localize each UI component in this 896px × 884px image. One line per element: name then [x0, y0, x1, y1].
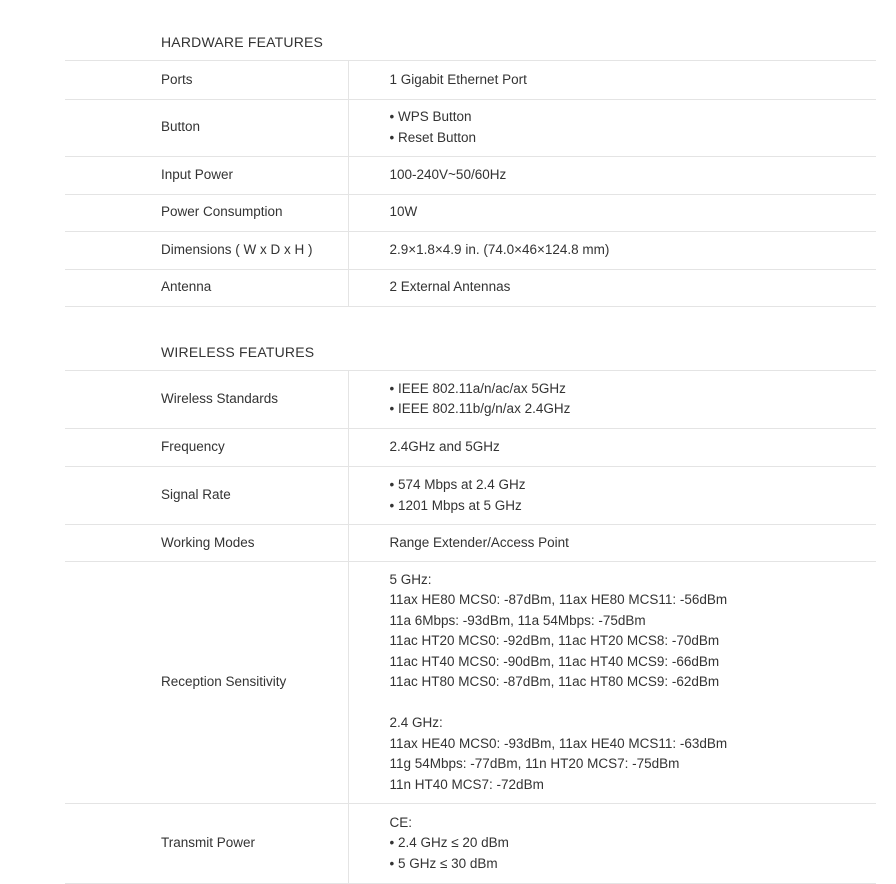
spec-value-line: 2 External Antennas — [390, 277, 876, 298]
spec-row — [65, 371, 876, 429]
spec-label: Frequency — [65, 429, 348, 467]
spec-label: Wireless Standards — [65, 371, 348, 429]
spec-value — [348, 429, 876, 467]
spec-value-line: 2.4 GHz: — [390, 713, 876, 734]
section-title: HARDWARE FEATURES — [65, 0, 876, 61]
spec-value — [348, 269, 876, 306]
spec-value-line: 1 Gigabit Ethernet Port — [390, 70, 876, 91]
spec-label: Transmit Power — [65, 804, 348, 884]
spec-label: Signal Rate — [65, 467, 348, 525]
spec-value-line: CE: — [390, 813, 876, 834]
spec-value-line: Range Extender/Access Point — [390, 533, 876, 554]
spec-value-line: 11ac HT20 MCS0: -92dBm, 11ac HT20 MCS8: -70dBm — [390, 631, 876, 652]
spec-label: Dimensions ( W x D x H ) — [65, 231, 348, 269]
spec-row — [65, 525, 876, 562]
section-title: WIRELESS FEATURES — [65, 307, 876, 371]
section-hardware — [0, 0, 896, 307]
spec-value-line: 10W — [390, 202, 876, 223]
spec-label: Power Consumption — [65, 194, 348, 231]
spec-value — [348, 467, 876, 525]
spec-row — [65, 269, 876, 306]
spec-value — [348, 525, 876, 562]
spec-row — [65, 156, 876, 194]
spec-value-line: • 2.4 GHz ≤ 20 dBm — [390, 833, 876, 854]
spec-value-line: 11n HT40 MCS7: -72dBm — [390, 775, 876, 796]
spec-value-line: 11a 6Mbps: -93dBm, 11a 54Mbps: -75dBm — [390, 611, 876, 632]
spec-value-line: 2.4GHz and 5GHz — [390, 437, 876, 458]
spec-value-line — [390, 693, 876, 714]
section-wireless — [0, 307, 896, 884]
spec-label: Working Modes — [65, 525, 348, 562]
spec-label: Button — [65, 99, 348, 156]
spec-label: Input Power — [65, 156, 348, 194]
spec-row — [65, 231, 876, 269]
spec-value — [348, 156, 876, 194]
spec-row — [65, 99, 876, 156]
spec-value-line: • IEEE 802.11b/g/n/ax 2.4GHz — [390, 399, 876, 420]
spec-value-line: • 5 GHz ≤ 30 dBm — [390, 854, 876, 875]
spec-value-line: 5 GHz: — [390, 570, 876, 591]
spec-value-line: 2.9×1.8×4.9 in. (74.0×46×124.8 mm) — [390, 240, 876, 261]
spec-value-line: 100-240V~50/60Hz — [390, 165, 876, 186]
spec-value-line: 11ac HT80 MCS0: -87dBm, 11ac HT80 MCS9: -62dBm — [390, 672, 876, 693]
spec-label: Antenna — [65, 269, 348, 306]
spec-row — [65, 467, 876, 525]
spec-value-line: • 1201 Mbps at 5 GHz — [390, 496, 876, 517]
spec-value — [348, 61, 876, 99]
spec-row — [65, 61, 876, 99]
spec-value-line: 11ac HT40 MCS0: -90dBm, 11ac HT40 MCS9: -66dBm — [390, 652, 876, 673]
spec-value — [348, 99, 876, 156]
spec-table — [65, 61, 876, 307]
spec-value-line: • 574 Mbps at 2.4 GHz — [390, 475, 876, 496]
spec-label: Reception Sensitivity — [65, 562, 348, 804]
spec-value — [348, 562, 876, 804]
spec-value-line: 11ax HE80 MCS0: -87dBm, 11ax HE80 MCS11: -56dBm — [390, 590, 876, 611]
spec-value-line: 11ax HE40 MCS0: -93dBm, 11ax HE40 MCS11: -63dBm — [390, 734, 876, 755]
spec-value-line: • WPS Button — [390, 107, 876, 128]
spec-value-line: • IEEE 802.11a/n/ac/ax 5GHz — [390, 379, 876, 400]
spec-value — [348, 804, 876, 884]
spec-row — [65, 194, 876, 231]
spec-row — [65, 429, 876, 467]
spec-value — [348, 371, 876, 429]
spec-value-line: 11g 54Mbps: -77dBm, 11n HT20 MCS7: -75dBm — [390, 754, 876, 775]
spec-value — [348, 231, 876, 269]
spec-table — [65, 371, 876, 884]
spec-row — [65, 562, 876, 804]
spec-label: Ports — [65, 61, 348, 99]
spec-value-line: • Reset Button — [390, 128, 876, 149]
spec-value — [348, 194, 876, 231]
spec-row — [65, 804, 876, 884]
